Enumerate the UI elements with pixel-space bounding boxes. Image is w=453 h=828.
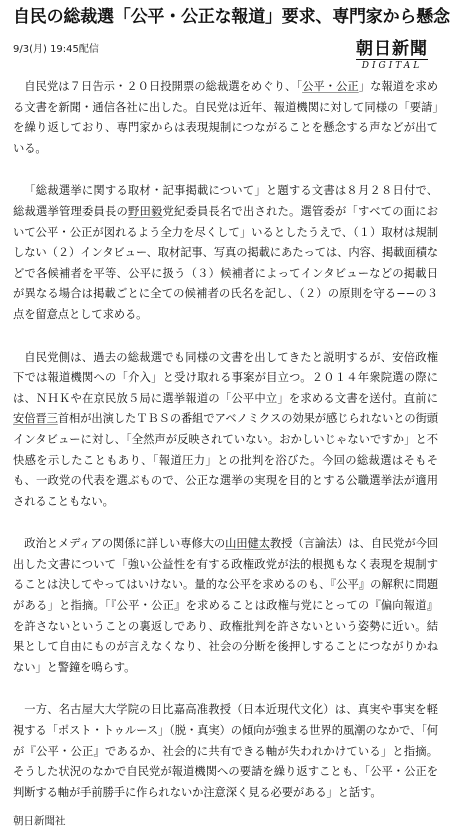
article-title: 自民の総裁選「公平・公正な報道」要求、専門家から懸念 [13,7,450,27]
paragraph-text: 政治とメディアの関係に詳しい専修大の [24,537,226,551]
paragraph-text: 教授（言論法）は、自民党が今回出した文書について「強い公益性を有する政権政党が法的根拠もなく表現を規制することは決してやってはいけない。量的な公平を求めるのも、『公平』の解釈に問題がある」と指摘。「『公平・公正』を求めることは政権与党にとっての『偏向報道』を許さないということの裏返しであり、政権批判を許さないという姿勢に近い。結果として自由にものが言えなくなり、社会の分断を後押しすることにつながりかねない」と警鐘を鳴らす。 [13,537,438,674]
paragraph-text: 一方、名古屋大大学院の日比嘉高准教授（日本近現代文化）は、真実や事実を軽視する「ポスト・トゥルース」（脱・真実）の傾向が強まる世界的風潮のなかで、「何が『公平・公正』であるか、社会的に共有できる軸が失われかけている」と指摘。そうした状況のなかで自民党が報道機関への要請を繰り返すことも、「公平・公正を判断する軸が手前勝手に作られないか注意深く見る必要がある」と話す。 [13,703,438,799]
article-credit: 朝日新聞社 [13,815,66,828]
article-paragraph [13,348,438,513]
article-container [0,6,453,828]
article-body [9,77,444,828]
linked-term[interactable]: 安倍晋三 [13,412,58,426]
logo-wordmark: 朝日新聞 [356,39,428,59]
article-paragraph [13,534,438,678]
paragraph-text: 自民党側は、過去の総裁選でも同様の文書を出してきたと説明するが、安倍政権下では報道機関への「介入」と受け取れる事案が目立つ。２０１４年衆院選の際には、ＮＨＫや在京民放５局に選挙報道の「公平中立」を求める文書を送付。直前に [13,350,438,405]
paragraph-text: 自民党は７日告示・２０日投開票の総裁選をめぐり、「 [24,80,303,93]
linked-term[interactable]: 野田毅 [128,204,163,218]
linked-term[interactable]: 公平・公正 [302,80,359,93]
linked-term[interactable]: 山田健太 [225,537,270,551]
article-meta [9,39,444,73]
paragraph-text: 「総裁選挙に関する取材・記事掲載について」と題する文書は８月２８日付で、総裁選挙管理委員長の [13,184,438,218]
article-paragraph [13,700,438,803]
paragraph-text: 党紀委員長名で出された。選管委が「すべての面において公平・公正が図れるよう全力を尽くして」いるとしたうえで、（１）取材は規制しない（２）インタビュー、取材記事、写真の掲載にあたっては、内容、掲載面積などで各候補者を平等、公平に扱う（３）候補者によってインタビューなどの掲載日が異なる場合は掲載ごとに全ての候補者の氏名を記し、（２）の原則を守る−−の３点を留意点として求める。 [13,204,438,321]
publisher-logo[interactable] [356,40,428,71]
paragraph-text: 」な報道を求める文書を新聞・通信各社に出した。自民党は近年、報道機関に対して同様の「要請」を繰り返しており、専門家からは表現規制につながることを懸念する声などが出ている。 [13,80,438,155]
logo-subtitle: DIGITAL [356,59,428,71]
publish-date: 9/3(月) 19:45配信 [13,44,99,55]
article-paragraph [13,77,438,159]
article-paragraph [13,181,438,325]
paragraph-text: 首相が出演したＴＢＳの番組でアベノミクスの効果が感じられないとの街頭インタビューに対し、「全然声が反映されていない。おかしいじゃないですか」と不快感を示したこともあり、「報道圧力」との批判を浴びた。今回の総裁選はそもそも、一政党の代表を選ぶもので、公正な選挙の実現を目的とする公職選挙法が適用されることもない。 [13,412,438,508]
